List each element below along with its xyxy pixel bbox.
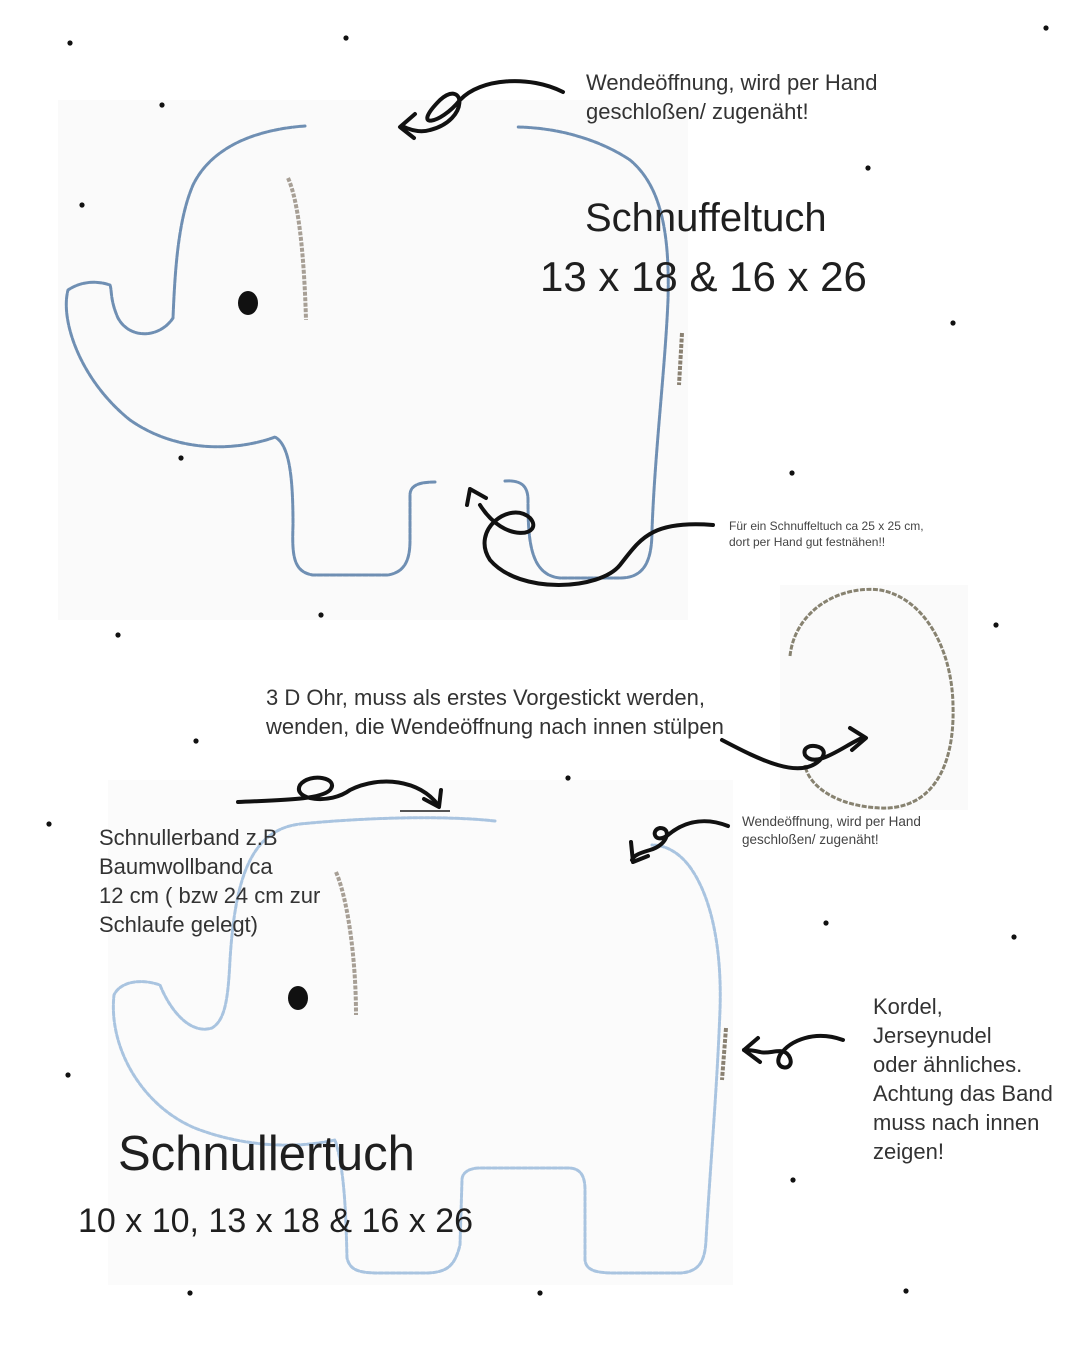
schnuffeltuch-title: Schnuffeltuch bbox=[585, 196, 827, 240]
cloth-note bbox=[729, 518, 924, 550]
band-note-line-3: 12 cm ( bzw 24 cm zur bbox=[99, 883, 321, 908]
top-elephant-eye bbox=[238, 291, 258, 315]
cord-note-line-2: Jerseynudel bbox=[873, 1023, 992, 1048]
cord-note-line-6: zeigen! bbox=[873, 1139, 944, 1164]
schnullertuch-title: Schnullertuch bbox=[118, 1127, 415, 1181]
band-note-line-2: Baumwollband ca bbox=[99, 854, 273, 879]
band-note-line-1: Schnullerband z.B bbox=[99, 825, 278, 850]
cloth-note-line-2: dort per Hand gut festnähen!! bbox=[729, 535, 886, 549]
bottom-elephant-eye bbox=[288, 986, 308, 1010]
bottom-opening-note-line-1: Wendeöffnung, wird per Hand bbox=[742, 814, 921, 829]
ear-note-line-2: wenden, die Wendeöffnung nach innen stülpen bbox=[266, 714, 724, 739]
cord-arrow-icon bbox=[744, 1036, 843, 1067]
cord-note-line-4: Achtung das Band bbox=[873, 1081, 1053, 1106]
schnuffeltuch-sizes: 13 x 18 & 16 x 26 bbox=[540, 253, 867, 300]
bottom-opening-note bbox=[742, 813, 921, 849]
schnullertuch-sizes: 10 x 10, 13 x 18 & 16 x 26 bbox=[78, 1202, 474, 1240]
cord-note-line-5: muss nach innen bbox=[873, 1110, 1040, 1135]
top-opening-note bbox=[586, 68, 878, 126]
top-opening-note-line-1: Wendeöffnung, wird per Hand bbox=[586, 70, 878, 95]
top-pattern-panel bbox=[58, 100, 688, 620]
band-note bbox=[99, 823, 320, 939]
bottom-opening-note-line-2: geschloßen/ zugenäht! bbox=[742, 832, 879, 847]
ear-note-line-1: 3 D Ohr, muss als erstes Vorgestickt werden, bbox=[266, 685, 705, 710]
top-opening-note-line-2: geschloßen/ zugenäht! bbox=[586, 99, 809, 124]
ear-note bbox=[266, 683, 724, 741]
cord-note-line-1: Kordel, bbox=[873, 994, 943, 1019]
cord-note bbox=[873, 992, 1053, 1166]
band-note-line-4: Schlaufe gelegt) bbox=[99, 912, 258, 937]
cord-note-line-3: oder ähnliches. bbox=[873, 1052, 1023, 1077]
cloth-note-line-1: Für ein Schnuffeltuch ca 25 x 25 cm, bbox=[729, 519, 924, 533]
